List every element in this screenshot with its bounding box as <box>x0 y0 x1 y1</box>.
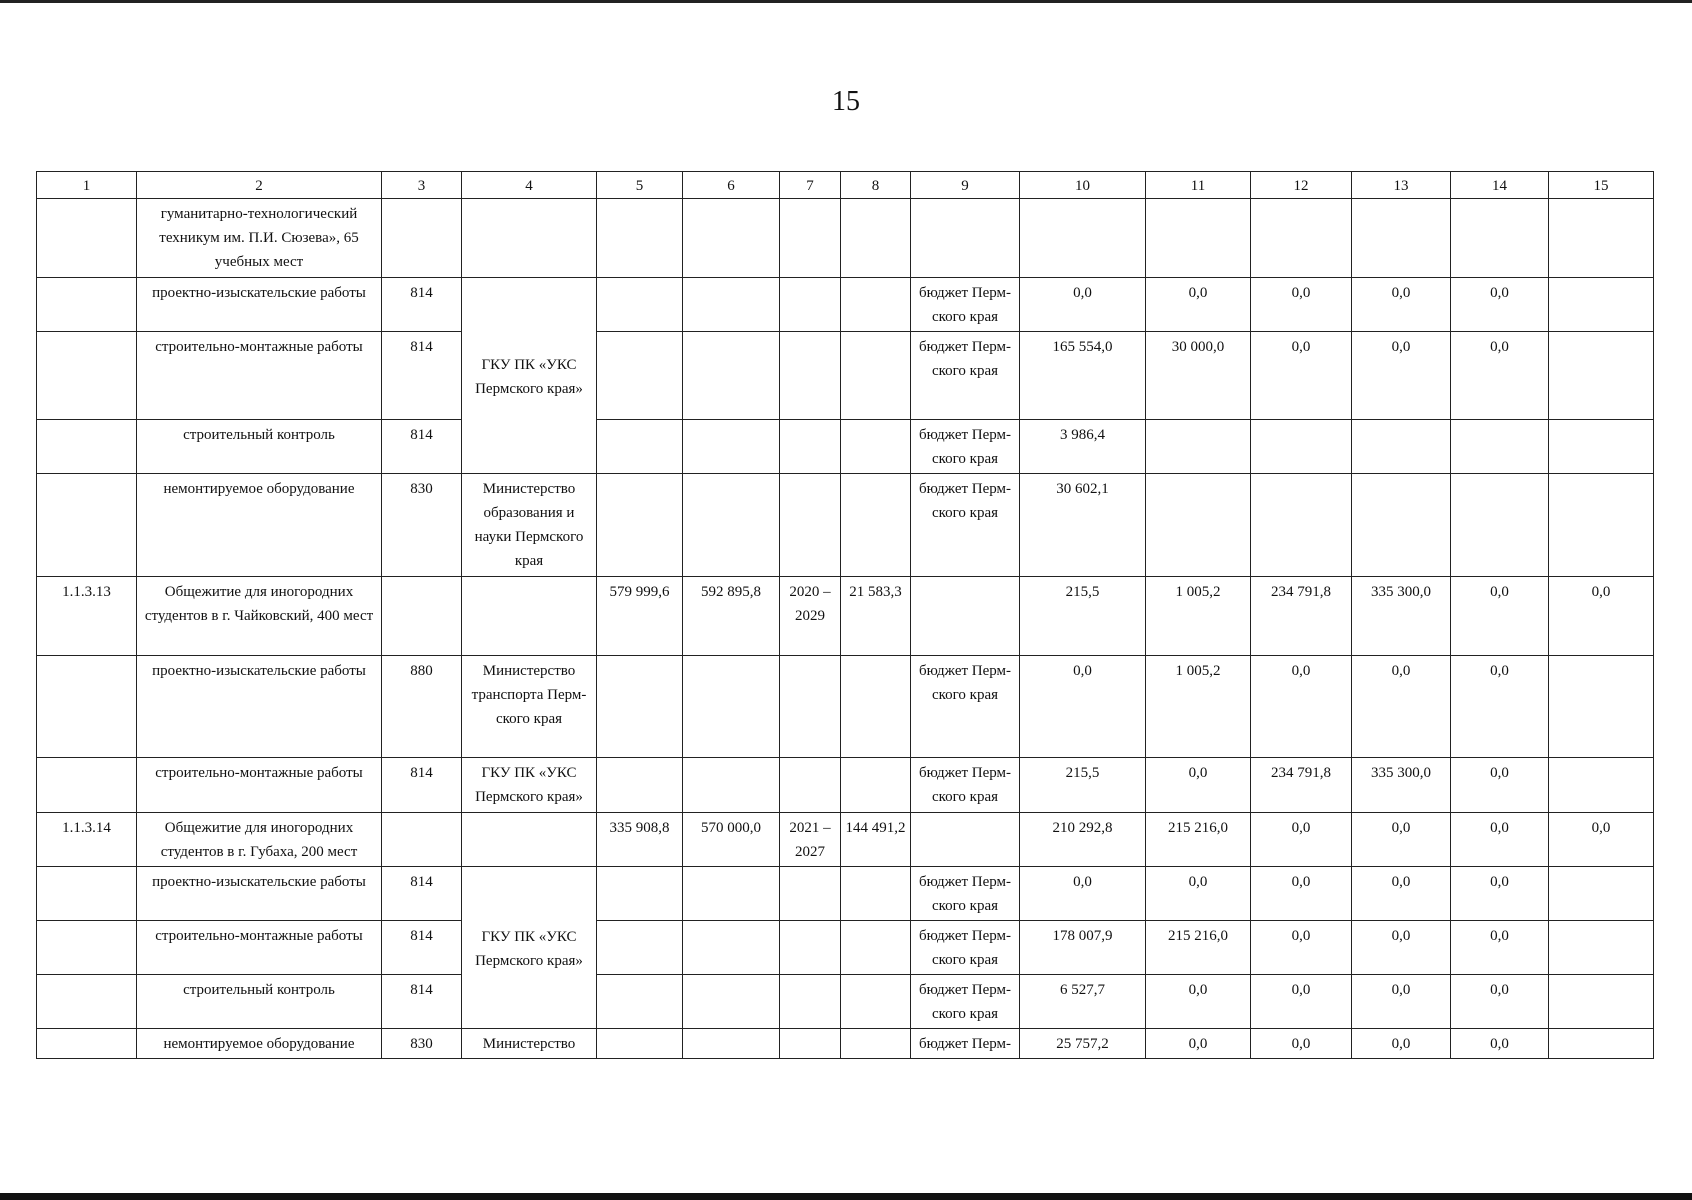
cell <box>1352 474 1451 577</box>
cell <box>1549 975 1654 1029</box>
cell <box>683 1029 780 1059</box>
table-row <box>37 921 1654 975</box>
object-name-cell: Общежитие для иногородних студентов в г. Губаха, 200 мест <box>137 813 382 867</box>
value-cell: 335 300,0 <box>1352 577 1451 656</box>
budget-table <box>36 171 1654 1059</box>
cell <box>683 199 780 278</box>
value-cell: 3 986,4 <box>1020 420 1146 474</box>
period-cell: 2020 – 2029 <box>780 577 841 656</box>
work-type-cell: немонтируемое оборудование <box>137 1029 382 1059</box>
value-cell: 0,0 <box>1146 867 1251 921</box>
source-cell: бюджет Перм-ского края <box>911 474 1020 577</box>
value-cell: 0,0 <box>1451 278 1549 332</box>
cell <box>780 1029 841 1059</box>
value-cell: 0,0 <box>1251 656 1352 758</box>
value-cell: 30 000,0 <box>1146 332 1251 420</box>
cell <box>1146 474 1251 577</box>
cell <box>780 332 841 420</box>
cell <box>780 758 841 813</box>
work-type-cell: строительно-монтажные работы <box>137 332 382 420</box>
value-cell: 215 216,0 <box>1146 813 1251 867</box>
cell <box>841 921 911 975</box>
table-row <box>37 975 1654 1029</box>
value-cell: 0,0 <box>1020 278 1146 332</box>
work-type-cell: проектно-изыскательские работы <box>137 278 382 332</box>
value-cell: 0,0 <box>1549 577 1654 656</box>
work-type-cell: строительно-монтажные работы <box>137 921 382 975</box>
executor-cell: Министерство образования и науки Пермского края <box>462 474 597 577</box>
cell <box>780 278 841 332</box>
cell <box>382 577 462 656</box>
executor-cell: Министерство транспорта Перм-ского края <box>462 656 597 758</box>
table-row <box>37 420 1654 474</box>
cell <box>37 199 137 278</box>
cell <box>780 921 841 975</box>
column-header: 3 <box>382 172 462 199</box>
value-cell: 1 005,2 <box>1146 656 1251 758</box>
value-cell: 165 554,0 <box>1020 332 1146 420</box>
value-cell: 0,0 <box>1352 332 1451 420</box>
column-header: 14 <box>1451 172 1549 199</box>
value-cell: 234 791,8 <box>1251 577 1352 656</box>
column-header: 7 <box>780 172 841 199</box>
code-cell: 830 <box>382 1029 462 1059</box>
cell <box>1251 474 1352 577</box>
value-cell: 0,0 <box>1451 1029 1549 1059</box>
executor-name: ГКУ ПК «УКС Пермского края» <box>475 929 583 969</box>
cell <box>37 921 137 975</box>
column-header: 4 <box>462 172 597 199</box>
cell <box>911 199 1020 278</box>
cell <box>1020 199 1146 278</box>
cell <box>780 656 841 758</box>
cell <box>37 975 137 1029</box>
code-cell: 814 <box>382 420 462 474</box>
source-cell: бюджет Перм-ского края <box>911 420 1020 474</box>
value-cell: 0,0 <box>1451 656 1549 758</box>
value-cell: 0,0 <box>1451 332 1549 420</box>
column-header: 9 <box>911 172 1020 199</box>
cell <box>597 420 683 474</box>
table-row <box>37 1029 1654 1059</box>
value-cell: 570 000,0 <box>683 813 780 867</box>
cell <box>37 656 137 758</box>
cell <box>37 420 137 474</box>
source-cell: бюджет Перм-ского края <box>911 921 1020 975</box>
cell <box>37 758 137 813</box>
object-name-cell: гуманитарно-технологический техникум им. П.И. Сюзева», 65 учебных мест <box>137 199 382 278</box>
cell <box>683 867 780 921</box>
value-cell: 234 791,8 <box>1251 758 1352 813</box>
cell <box>37 1029 137 1059</box>
cell <box>597 758 683 813</box>
cell <box>683 420 780 474</box>
value-cell: 0,0 <box>1352 867 1451 921</box>
cell <box>683 656 780 758</box>
source-cell: бюджет Перм-ского края <box>911 758 1020 813</box>
cell <box>597 332 683 420</box>
value-cell: 0,0 <box>1352 975 1451 1029</box>
value-cell: 0,0 <box>1251 278 1352 332</box>
cell <box>462 199 597 278</box>
cell <box>1251 199 1352 278</box>
cell <box>597 474 683 577</box>
cell <box>37 474 137 577</box>
value-cell: 25 757,2 <box>1020 1029 1146 1059</box>
value-cell: 0,0 <box>1451 921 1549 975</box>
value-cell: 0,0 <box>1251 867 1352 921</box>
work-type-cell: проектно-изыскательские работы <box>137 656 382 758</box>
cell <box>1549 656 1654 758</box>
cell <box>462 813 597 867</box>
value-cell: 210 292,8 <box>1020 813 1146 867</box>
column-header: 11 <box>1146 172 1251 199</box>
column-header: 1 <box>37 172 137 199</box>
code-cell: 814 <box>382 332 462 420</box>
period-cell: 2021 – 2027 <box>780 813 841 867</box>
work-type-cell: немонтируемое оборудование <box>137 474 382 577</box>
value-cell: 0,0 <box>1549 813 1654 867</box>
value-cell: 0,0 <box>1251 332 1352 420</box>
value-cell: 335 300,0 <box>1352 758 1451 813</box>
value-cell: 0,0 <box>1352 813 1451 867</box>
cell <box>597 867 683 921</box>
cell <box>1549 278 1654 332</box>
code-cell: 814 <box>382 758 462 813</box>
table-row <box>37 474 1654 577</box>
table-row <box>37 758 1654 813</box>
table-row <box>37 332 1654 420</box>
cell <box>1352 199 1451 278</box>
source-cell: бюджет Перм-ского края <box>911 867 1020 921</box>
code-cell: 814 <box>382 921 462 975</box>
column-header: 6 <box>683 172 780 199</box>
table-row <box>37 577 1654 656</box>
source-cell: бюджет Перм-ского края <box>911 278 1020 332</box>
cell <box>683 474 780 577</box>
cell <box>1451 420 1549 474</box>
value-cell: 178 007,9 <box>1020 921 1146 975</box>
value-cell: 0,0 <box>1352 278 1451 332</box>
value-cell: 144 491,2 <box>841 813 911 867</box>
work-type-cell: строительный контроль <box>137 975 382 1029</box>
page-number: 15 <box>832 86 860 117</box>
cell <box>911 813 1020 867</box>
cell <box>462 577 597 656</box>
value-cell: 0,0 <box>1451 577 1549 656</box>
cell <box>683 758 780 813</box>
cell <box>1146 420 1251 474</box>
value-cell: 215 216,0 <box>1146 921 1251 975</box>
work-type-cell: проектно-изыскательские работы <box>137 867 382 921</box>
cell <box>841 474 911 577</box>
value-cell: 0,0 <box>1451 758 1549 813</box>
value-cell: 0,0 <box>1251 813 1352 867</box>
cell <box>841 199 911 278</box>
cell <box>841 1029 911 1059</box>
cell <box>841 758 911 813</box>
table-row <box>37 199 1654 278</box>
column-header: 2 <box>137 172 382 199</box>
column-header: 8 <box>841 172 911 199</box>
code-cell: 814 <box>382 278 462 332</box>
code-cell: 814 <box>382 975 462 1029</box>
cell <box>911 577 1020 656</box>
source-cell: бюджет Перм- <box>911 1029 1020 1059</box>
scan-top-edge <box>0 0 1692 3</box>
cell <box>683 921 780 975</box>
table-row <box>37 813 1654 867</box>
item-number-cell: 1.1.3.14 <box>37 813 137 867</box>
source-cell: бюджет Перм-ского края <box>911 975 1020 1029</box>
cell <box>1451 199 1549 278</box>
column-header: 10 <box>1020 172 1146 199</box>
cell <box>780 199 841 278</box>
value-cell: 0,0 <box>1451 975 1549 1029</box>
cell <box>597 975 683 1029</box>
value-cell: 0,0 <box>1251 921 1352 975</box>
source-cell: бюджет Перм-ского края <box>911 656 1020 758</box>
value-cell: 0,0 <box>1251 975 1352 1029</box>
value-cell: 0,0 <box>1352 921 1451 975</box>
cell <box>841 278 911 332</box>
value-cell: 30 602,1 <box>1020 474 1146 577</box>
value-cell: 215,5 <box>1020 577 1146 656</box>
column-number-row <box>37 172 1654 199</box>
executor-cell: ГКУ ПК «УКС Пермского края» <box>462 758 597 813</box>
cell <box>780 420 841 474</box>
value-cell: 0,0 <box>1146 1029 1251 1059</box>
cell <box>683 975 780 1029</box>
executor-cell <box>462 867 597 1029</box>
value-cell: 0,0 <box>1352 1029 1451 1059</box>
table-row <box>37 656 1654 758</box>
value-cell: 1 005,2 <box>1146 577 1251 656</box>
column-header: 5 <box>597 172 683 199</box>
value-cell: 0,0 <box>1146 975 1251 1029</box>
work-type-cell: строительно-монтажные работы <box>137 758 382 813</box>
cell <box>1352 420 1451 474</box>
executor-cell: Министерство <box>462 1029 597 1059</box>
table-row <box>37 867 1654 921</box>
value-cell: 0,0 <box>1146 278 1251 332</box>
cell <box>683 332 780 420</box>
cell <box>597 656 683 758</box>
value-cell: 21 583,3 <box>841 577 911 656</box>
object-name-cell: Общежитие для иногородних студентов в г. Чайковский, 400 мест <box>137 577 382 656</box>
cell <box>683 278 780 332</box>
scan-bottom-edge <box>0 1193 1692 1200</box>
cell <box>1549 758 1654 813</box>
executor-name: ГКУ ПК «УКС Пермского края» <box>475 357 583 397</box>
value-cell: 0,0 <box>1020 656 1146 758</box>
value-cell: 0,0 <box>1251 1029 1352 1059</box>
item-number-cell: 1.1.3.13 <box>37 577 137 656</box>
cell <box>1549 1029 1654 1059</box>
cell <box>1549 474 1654 577</box>
column-header: 15 <box>1549 172 1654 199</box>
cell <box>597 278 683 332</box>
cell <box>1549 921 1654 975</box>
cell <box>1549 332 1654 420</box>
code-cell: 814 <box>382 867 462 921</box>
cell <box>841 332 911 420</box>
cell <box>780 975 841 1029</box>
cell <box>37 867 137 921</box>
value-cell: 0,0 <box>1146 758 1251 813</box>
code-cell: 880 <box>382 656 462 758</box>
cell <box>1549 420 1654 474</box>
source-cell: бюджет Перм-ского края <box>911 332 1020 420</box>
cell <box>37 332 137 420</box>
cell <box>841 975 911 1029</box>
cell <box>780 867 841 921</box>
code-cell: 830 <box>382 474 462 577</box>
value-cell: 0,0 <box>1451 813 1549 867</box>
column-header: 13 <box>1352 172 1451 199</box>
table-row <box>37 278 1654 332</box>
value-cell: 215,5 <box>1020 758 1146 813</box>
cell <box>1146 199 1251 278</box>
value-cell: 0,0 <box>1352 656 1451 758</box>
cell <box>1451 474 1549 577</box>
cell <box>597 199 683 278</box>
cell <box>37 278 137 332</box>
column-header: 12 <box>1251 172 1352 199</box>
cell <box>1251 420 1352 474</box>
cell <box>841 656 911 758</box>
cell <box>780 474 841 577</box>
cell <box>382 813 462 867</box>
value-cell: 0,0 <box>1451 867 1549 921</box>
work-type-cell: строительный контроль <box>137 420 382 474</box>
value-cell: 579 999,6 <box>597 577 683 656</box>
cell <box>1549 199 1654 278</box>
value-cell: 0,0 <box>1020 867 1146 921</box>
cell <box>597 1029 683 1059</box>
cell <box>841 867 911 921</box>
value-cell: 335 908,8 <box>597 813 683 867</box>
cell <box>597 921 683 975</box>
value-cell: 6 527,7 <box>1020 975 1146 1029</box>
value-cell: 592 895,8 <box>683 577 780 656</box>
cell <box>841 420 911 474</box>
executor-cell <box>462 278 597 474</box>
cell <box>382 199 462 278</box>
cell <box>1549 867 1654 921</box>
